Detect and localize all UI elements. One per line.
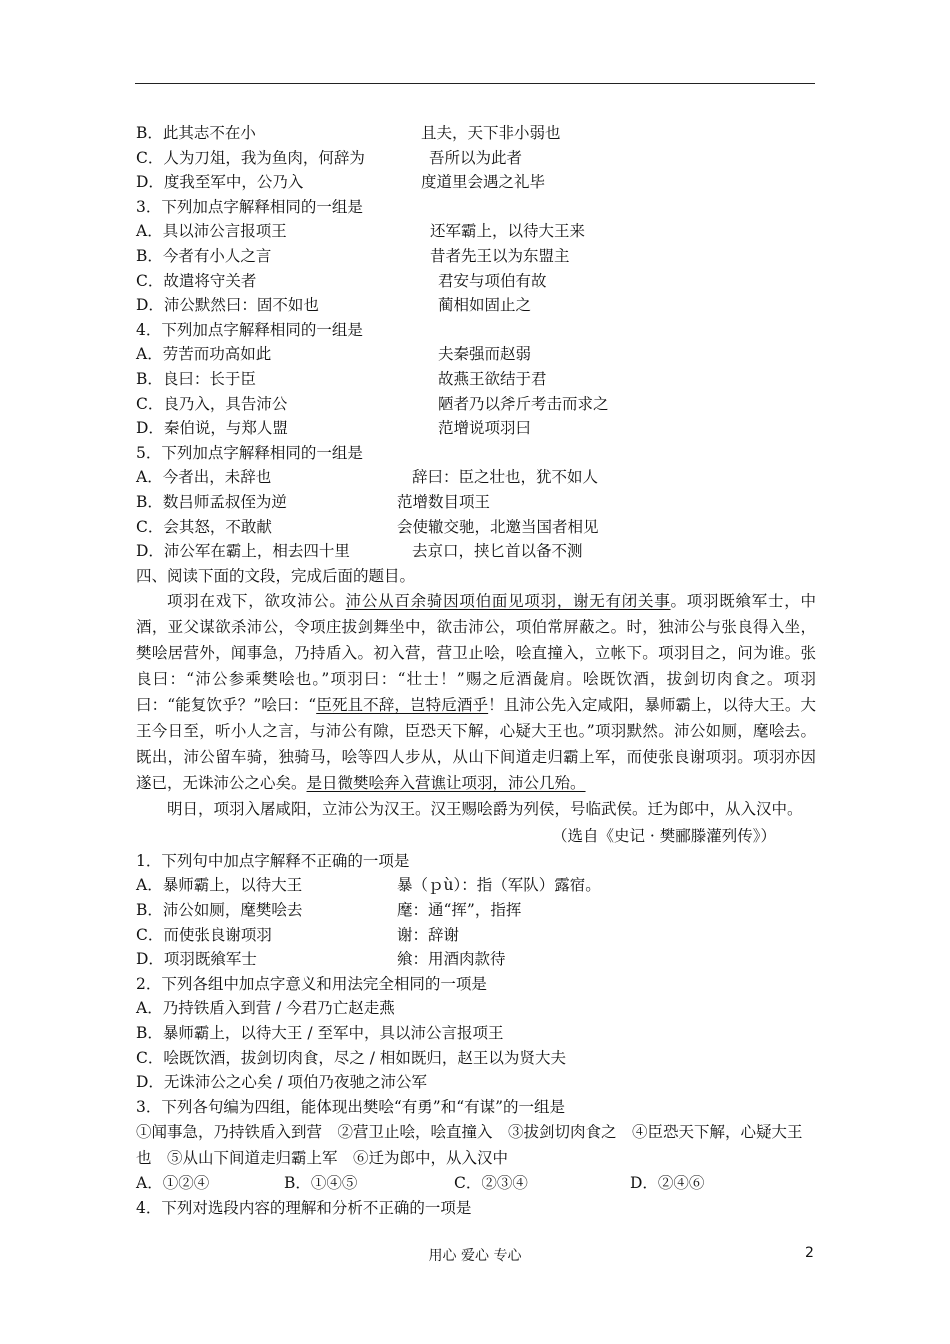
option-line: A．乃持铁盾入到营 / 今君乃亡赵走燕 <box>136 999 395 1018</box>
page-footer: 用心 爱心 专心 <box>428 1248 522 1264</box>
option-line: B．今者有小人之言 昔者先王以为东盟主 <box>136 246 570 265</box>
question-stem: 2．下列各组中加点字意义和用法完全相同的一项是 <box>136 974 487 993</box>
underlined-sentence: 臣死且不辞，岂特卮酒乎 <box>316 696 489 715</box>
option-line: C．会其怒，不敢献 会使辙交驰，北邀当国者相见 <box>136 517 599 536</box>
question-stem: 3．下列各句编为四组，能体现出樊哙“有勇”和“有谋”的一组是 <box>136 1097 566 1116</box>
passage-paragraph: 项羽在戏下，欲攻沛公。沛公从百余骑因项伯面见项羽，谢无有闭关事。项羽既飨军士，中酒，亚父谋欲杀沛公，令项庄拔剑舞坐中，欲击沛公，项伯常屏蔽之。时，独沛公与张良得入坐，樊哙居营外，闻事急，乃持盾入。初入营，营卫止哙，哙直撞入，立帐下。项羽目之，问为谁。张良曰：“沛公参乘樊哙也。”项羽曰：“壮士！”赐之卮酒彘肩。哙既饮酒，拔剑切肉食之。项羽曰：“能复饮乎？”哙曰：“臣死且不辞，岂特卮酒乎！且沛公先入定咸阳，暴师霸上，以待大王。大王今日至，听小人之言，与沛公有隙，臣恐天下解，心疑大王也。”项羽默然。沛公如厕，麾哙去。既出，沛公留车骑，独骑马，哙等四人步从，从山下间道走归霸上军，而使张良谢项羽。项羽亦因遂已，无诛沛公之心矣。是日微樊哙奔入营谯让项羽，沛公几殆。 <box>136 592 816 793</box>
choice-line: A．①②④ B．①④⑤ C．②③④ D．②④⑥ <box>136 1174 705 1193</box>
option-line: D．沛公军在霸上，相去四十里 去京口，挟匕首以备不测 <box>136 542 583 561</box>
option-line: B．良曰：长于臣 故燕王欲结于君 <box>136 369 547 388</box>
passage-source: （选自《史记 · 樊郦滕灌列传》） <box>551 827 776 846</box>
underlined-sentence: 沛公从百余骑因项伯面见项羽，谢无有闭关事 <box>345 592 671 611</box>
option-line: D．项羽既飨军士 飨：用酒肉款待 <box>136 950 506 969</box>
option-line: D．度我至军中，公乃入 度道里会遇之礼毕 <box>136 173 546 192</box>
section-heading: 四、阅读下面的文段，完成后面的题目。 <box>136 566 416 585</box>
option-line: C．良乃入，具告沛公 陋者乃以斧斤考击而求之 <box>136 394 609 413</box>
option-line: D．秦伯说，与郑人盟 范增说项羽曰 <box>136 419 532 438</box>
option-line: B．沛公如厕，麾樊哙去 麾：通“挥”，指挥 <box>136 901 522 920</box>
option-line: A．劳苦而功高如此 夫秦强而赵弱 <box>136 345 532 364</box>
page-content <box>136 121 816 1221</box>
question-stem: 5．下列加点字解释相同的一组是 <box>136 443 363 462</box>
option-line: B．数吕师孟叔侄为逆 范增数目项王 <box>136 492 491 511</box>
option-line: B．此其志不在小 且夫，天下非小弱也 <box>136 124 561 142</box>
option-line: D．沛公默然曰：固不如也 蔺相如固止之 <box>136 296 532 315</box>
option-line: C．而使张良谢项羽 谢：辞谢 <box>136 925 460 944</box>
option-line: A．暴师霸上，以待大王 暴（ｐù）：指（军队）露宿。 <box>136 876 601 895</box>
option-line: C．哙既饮酒，拔剑切肉食，尽之 / 相如既归，赵王以为贤大夫 <box>136 1048 566 1067</box>
question-stem: 4．下列加点字解释相同的一组是 <box>136 320 363 339</box>
option-line: A．具以沛公言报项王 还军霸上，以待大王来 <box>136 222 586 241</box>
underlined-sentence: 是日微樊哙奔入营谯让项羽，沛公几殆。 <box>306 774 586 793</box>
option-line: B．暴师霸上，以待大王 / 至军中，具以沛公言报项王 <box>136 1024 504 1043</box>
question-stem: 3．下列加点字解释相同的一组是 <box>136 197 363 216</box>
page-number: 2 <box>805 1245 814 1261</box>
option-line: A．今者出，未辞也 辞曰：臣之壮也，犹不如人 <box>136 468 599 487</box>
option-line: D．无诛沛公之心矣 / 项伯乃夜驰之沛公军 <box>136 1073 428 1092</box>
passage-paragraph: 明日，项羽入屠咸阳，立沛公为汉王。汉王赐哙爵为列侯，号临武侯。迁为郎中，从入汉中。 <box>167 800 803 819</box>
question-stem: 4．下列对选段内容的理解和分析不正确的一项是 <box>136 1199 472 1217</box>
question-items: ①闻事急，乃持铁盾入到营 ②营卫止哙，哙直撞入 ③拔剑切肉食之 ④臣恐天下解，心疑大王也 ⑤从山下间道走归霸上军 ⑥迁为郎中，从入汉中 <box>136 1123 803 1168</box>
option-line: C．人为刀俎，我为鱼肉，何辞为 吾所以为此者 <box>136 148 523 167</box>
question-stem: 1．下列句中加点字解释不正确的一项是 <box>136 851 410 870</box>
option-line: C．故遣将守关者 君安与项伯有故 <box>136 271 547 290</box>
header-rule <box>135 83 815 84</box>
